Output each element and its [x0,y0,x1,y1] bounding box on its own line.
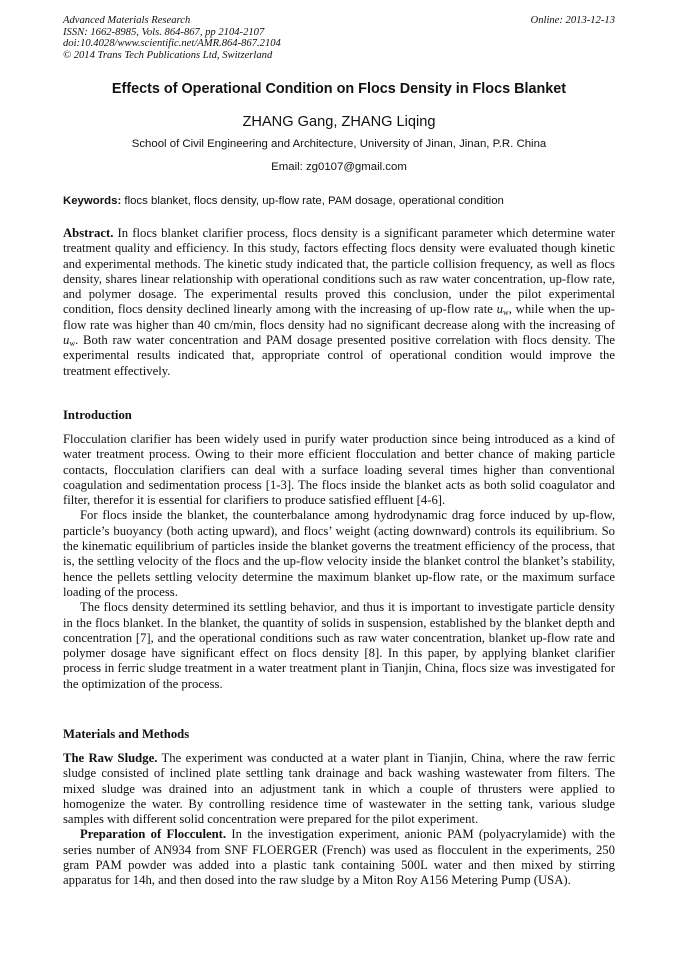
online-date: Online: 2013-12-13 [530,15,615,26]
abstract-label: Abstract. [63,226,114,240]
methods-body [63,751,615,889]
raw-sludge-label: The Raw Sludge. [63,751,158,765]
keywords [63,195,623,207]
abstract-paragraph: Abstract. In flocs blanket clarifier process, flocs density is a significant parameter which determine water treatment quality and efficiency. In this study, factors effecting flocs density were evaluated though kinetic and experimental methods. The kinetic study indicated that, the particle collision frequency, as well as flocs density, shares linear relationship with operational conditions such as raw water concentration, up-flow rate, and polymer dosage. The experimental results proved this conclusion, under the pilot experimental condition, flocs density declined linearly among with the increasing of up-flow rate $u_w$, while when the up-flow rate was higher than 40 cm/min, flocs density had no significant decrease along with the increasing of $u_w$. Both raw water concentration and PAM dosage presented positive correlation with flocs density. The experimental results indicated that, appropriate control of operational condition would improve the treatment effectively. [63,226,616,378]
journal-header [63,15,615,61]
affiliation: School of Civil Engineering and Architecture, University of Jinan, Jinan, P.R. China [131,138,547,150]
keywords-label: Keywords: [63,195,122,207]
intro-paragraph-2: For flocs inside the blanket, the counterbalance among hydrodynamic drag force induced by up-flow, particle’s buoyancy (both acting upward), and flocs’ weight (acting downward) controls its equilibrium. So the kinematic equilibrium of particles inside the blanket governs the treatment efficiency of the process, that is, the settling velocity of the flocs and the up-flow velocity inside the blanket control the blanket’s stability, hence the pellets settling velocity determine the maximum blanket up-flow rate, or the maximum surface loading of the process. [63,508,615,599]
intro-paragraph-1: Flocculation clarifier has been widely used in purify water production since being introduced as a kind of water treatment process. Owing to their more efficient flocculation and better chance of making particle contacts, flocculation clarifiers can deal with a surface loading several times higher than conventional coagulation and sedimentation process [1-3]. The flocs inside the blanket acts as both solid coagulator and filter, therefor it is essential for clarifiers to produce satisfied effluent [4-6]. [63,432,615,508]
abstract [63,226,615,379]
raw-sludge-paragraph: The Raw Sludge. The experiment was conducted at a water plant in Tianjin, China, where the raw ferric sludge consisted of inclined plate settling tank drainage and back washing wastewater from filters. The mixed sludge was drained into an adjustment tank in which a couple of thrusters were applied to homogenize the water. By controlling residence time of wastewater in the setting tank, various sludge samples with different solid concentration were prepared for the pilot experiment. [63,751,615,827]
copyright-line: © 2014 Trans Tech Publications Ltd, Switzerland [63,49,273,61]
issn-line: ISSN: 1662-8985, Vols. 864-867, pp 2104-2107 [63,26,265,38]
methods-heading: Materials and Methods [63,727,190,741]
authors: ZHANG Gang, ZHANG Liqing [242,114,436,130]
introduction-heading: Introduction [63,408,132,422]
keywords-text: flocs blanket, flocs density, up-flow rate, PAM dosage, operational condition [124,195,504,207]
flocculent-label: Preparation of Flocculent. [80,827,227,842]
flocculent-paragraph: Preparation of Flocculent. In the investigation experiment, anionic PAM (polyacrylamide) with the series number of AN934 from SNF FLOERGER (French) was used as flocculent in the experiments, 250 gram PAM powder was added into a plastic tank containing 500L water and then mixed by stirring apparatus for 14h, and then dosed into the raw sludge by a Miton Roy A156 Metering Pump (USA). [63,827,615,888]
doi-line: doi:10.4028/www.scientific.net/AMR.864-867.2104 [63,38,281,50]
journal-name: Advanced Materials Research [63,15,191,26]
intro-paragraph-3: The flocs density determined its settling behavior, and thus it is important to investigate particle density in the flocs blanket. In the blanket, the quantity of solids in suspension, established by the blanket depth and concentration [7], and the operational conditions such as raw water concentration, blanket up-flow rate and polymer dosage have significant effect on flocs density [8]. In this paper, by applying blanket clarifier process in ferric sludge treatment in a water treatment plant in Tianjin, China, flocs size was investigated for the optimization of the process. [63,600,615,691]
paper-title: Effects of Operational Condition on Flocs Density in Flocs Blanket [111,81,567,97]
email: Email: zg0107@gmail.com [271,161,407,173]
introduction-body [63,432,615,692]
